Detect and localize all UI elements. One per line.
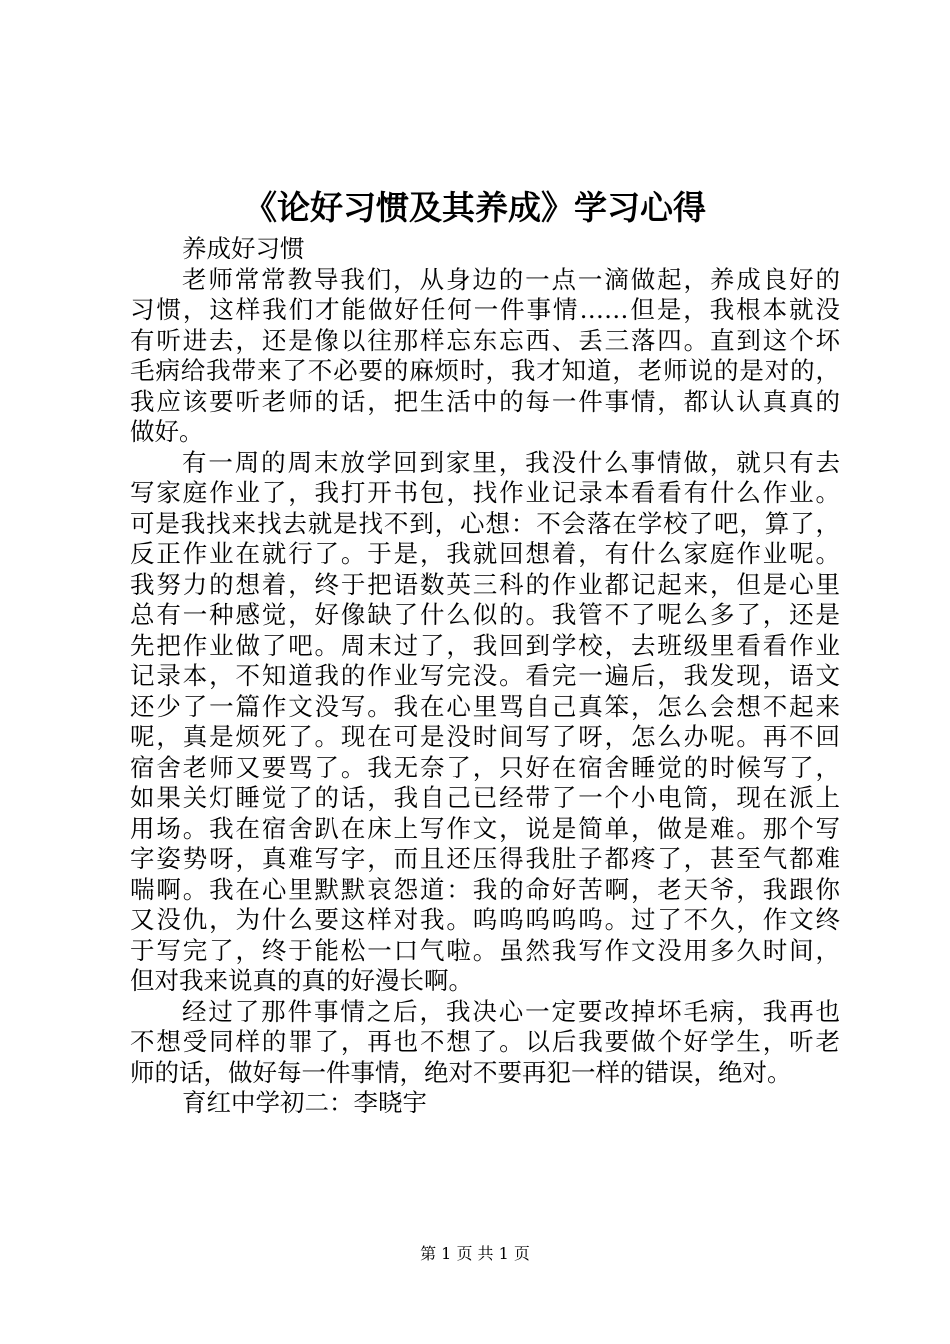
body-line: 反正作业在就行了。于是，我就回想着，有什么家庭作业呢。: [130, 539, 840, 568]
body-line: 又没仇，为什么要这样对我。呜呜呜呜呜。过了不久，作文终: [130, 905, 840, 934]
document-title: 《论好习惯及其养成》学习心得: [244, 188, 706, 227]
body-line: 字姿势呀，真难写字，而且还压得我肚子都疼了，甚至气都难: [130, 844, 840, 873]
body-line: 宿舍老师又要骂了。我无奈了，只好在宿舍睡觉的时候写了，: [130, 752, 840, 782]
body-line: 我努力的想着，终于把语数英三科的作业都记起来，但是心里: [130, 569, 840, 599]
body-line: 喘啊。我在心里默默哀怨道：我的命好苦啊，老天爷，我跟你: [130, 874, 840, 904]
body-line: 我应该要听老师的话，把生活中的每一件事情，都认认真真的: [130, 386, 840, 416]
body-line: 老师常常教导我们，从身边的一点一滴做起，养成良好的: [182, 264, 840, 294]
body-line: 毛病给我带来了不必要的麻烦时，我才知道，老师说的是对的，: [130, 356, 840, 385]
body-line: 养成好习惯: [182, 234, 305, 263]
body-line: 可是我找来找去就是找不到，心想：不会落在学校了吧，算了，: [130, 508, 840, 538]
document-body: [130, 234, 840, 1119]
body-line: 习惯，这样我们才能做好任何一件事情……但是，我根本就没: [130, 295, 840, 324]
body-line: 写家庭作业了，我打开书包，找作业记录本看看有什么作业。: [130, 478, 840, 507]
body-line: 用场。我在宿舍趴在床上写作文，说是简单，做是难。那个写: [130, 813, 840, 843]
body-line: 于写完了，终于能松一口气啦。虽然我写作文没用多久时间，: [130, 935, 840, 965]
body-line: 先把作业做了吧。周末过了，我回到学校，去班级里看看作业: [130, 630, 840, 660]
body-line: 还少了一篇作文没写。我在心里骂自己真笨，怎么会想不起来: [130, 691, 840, 721]
body-line: 总有一种感觉，好像缺了什么似的。我管不了呢么多了，还是: [130, 600, 840, 629]
body-line: 经过了那件事情之后，我决心一定要改掉坏毛病，我再也: [182, 996, 840, 1026]
body-line: 师的话，做好每一件事情，绝对不要再犯一样的错误，绝对。: [130, 1057, 792, 1087]
body-line: 有听进去，还是像以往那样忘东忘西、丢三落四。直到这个坏: [130, 325, 840, 355]
body-line: 记录本，不知道我的作业写完没。看完一遍后，我发现，语文: [130, 661, 840, 690]
body-line: 如果关灯睡觉了的话，我自己已经带了一个小电筒，现在派上: [130, 783, 840, 812]
author-line: 育红中学初二：李晓宇: [182, 1088, 427, 1117]
body-line: 但对我来说真的真的好漫长啊。: [130, 966, 473, 995]
page-footer: 第 1 页 共 1 页: [420, 1244, 530, 1263]
body-line: 有一周的周末放学回到家里，我没什么事情做，就只有去: [182, 447, 840, 477]
body-line: 做好。: [130, 417, 204, 446]
body-line: 不想受同样的罪了，再也不想了。以后我要做个好学生，听老: [130, 1027, 840, 1056]
body-line: 呢，真是烦死了。现在可是没时间写了呀，怎么办呢。再不回: [130, 722, 840, 751]
